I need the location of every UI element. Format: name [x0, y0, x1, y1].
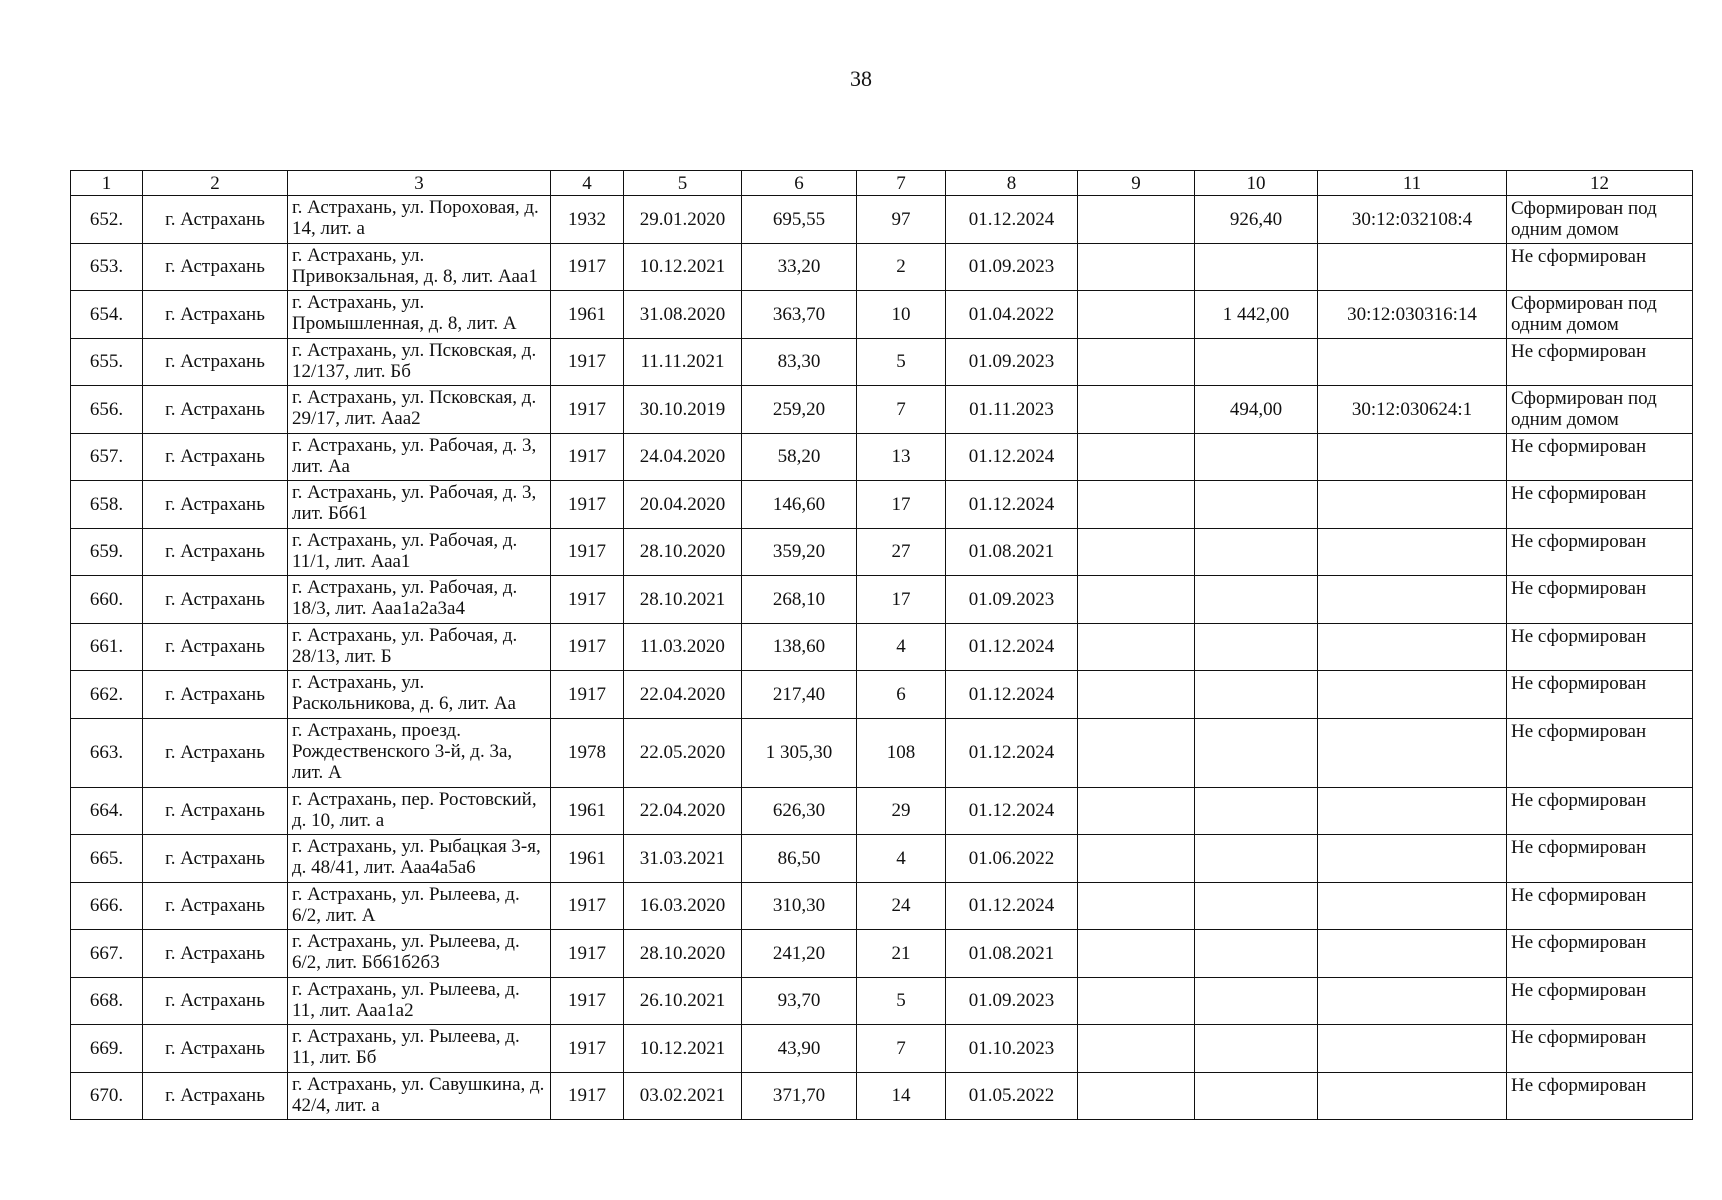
date-cell: 10.12.2021 — [624, 1025, 742, 1073]
city-cell: г. Астрахань — [143, 787, 288, 835]
column-9-cell — [1078, 576, 1195, 624]
land-status-cell: Не сформирован — [1507, 433, 1693, 481]
address-cell: г. Астрахань, ул. Псковская, д. 29/17, лит. Ааа2 — [288, 386, 551, 434]
residents-count-cell: 7 — [857, 386, 946, 434]
land-status-cell: Не сформирован — [1507, 576, 1693, 624]
column-9-cell — [1078, 338, 1195, 386]
planned-date-cell: 01.12.2024 — [946, 623, 1078, 671]
land-status-cell: Не сформирован — [1507, 882, 1693, 930]
cadastral-number-cell — [1318, 718, 1507, 787]
table-row — [71, 787, 1693, 835]
cadastral-number-cell — [1318, 882, 1507, 930]
row-number-cell: 656. — [71, 386, 143, 434]
column-9-cell — [1078, 196, 1195, 244]
address-cell: г. Астрахань, ул. Раскольникова, д. 6, лит. Аа — [288, 671, 551, 719]
header-row — [71, 171, 1693, 196]
table-row — [71, 386, 1693, 434]
area-cell: 217,40 — [742, 671, 857, 719]
city-cell: г. Астрахань — [143, 882, 288, 930]
land-area-cell — [1195, 433, 1318, 481]
column-9-cell — [1078, 291, 1195, 339]
table-row — [71, 338, 1693, 386]
area-cell: 146,60 — [742, 481, 857, 529]
planned-date-cell: 01.05.2022 — [946, 1072, 1078, 1120]
land-area-cell — [1195, 481, 1318, 529]
column-header: 2 — [143, 171, 288, 196]
address-cell: г. Астрахань, ул. Промышленная, д. 8, лит. А — [288, 291, 551, 339]
row-number-cell: 655. — [71, 338, 143, 386]
land-status-cell: Не сформирован — [1507, 1025, 1693, 1073]
cadastral-number-cell: 30:12:032108:4 — [1318, 196, 1507, 244]
address-cell: г. Астрахань, ул. Рабочая, д. 3, лит. Аа — [288, 433, 551, 481]
city-cell: г. Астрахань — [143, 291, 288, 339]
area-cell: 371,70 — [742, 1072, 857, 1120]
date-cell: 28.10.2021 — [624, 576, 742, 624]
date-cell: 24.04.2020 — [624, 433, 742, 481]
year-cell: 1961 — [551, 787, 624, 835]
city-cell: г. Астрахань — [143, 338, 288, 386]
date-cell: 11.11.2021 — [624, 338, 742, 386]
city-cell: г. Астрахань — [143, 528, 288, 576]
row-number-cell: 663. — [71, 718, 143, 787]
column-9-cell — [1078, 243, 1195, 291]
table-row — [71, 835, 1693, 883]
residents-count-cell: 4 — [857, 623, 946, 671]
cadastral-number-cell — [1318, 528, 1507, 576]
date-cell: 03.02.2021 — [624, 1072, 742, 1120]
planned-date-cell: 01.09.2023 — [946, 977, 1078, 1025]
cadastral-number-cell — [1318, 787, 1507, 835]
residents-count-cell: 24 — [857, 882, 946, 930]
land-area-cell — [1195, 835, 1318, 883]
land-status-cell: Не сформирован — [1507, 243, 1693, 291]
address-cell: г. Астрахань, ул. Рылеева, д. 11, лит. Бб — [288, 1025, 551, 1073]
table-row — [71, 882, 1693, 930]
planned-date-cell: 01.09.2023 — [946, 243, 1078, 291]
table-row — [71, 481, 1693, 529]
planned-date-cell: 01.06.2022 — [946, 835, 1078, 883]
cadastral-number-cell — [1318, 930, 1507, 978]
city-cell: г. Астрахань — [143, 576, 288, 624]
column-9-cell — [1078, 977, 1195, 1025]
table-row — [71, 1072, 1693, 1120]
land-status-cell: Не сформирован — [1507, 1072, 1693, 1120]
year-cell: 1917 — [551, 623, 624, 671]
land-area-cell: 494,00 — [1195, 386, 1318, 434]
row-number-cell: 658. — [71, 481, 143, 529]
area-cell: 83,30 — [742, 338, 857, 386]
column-header: 6 — [742, 171, 857, 196]
year-cell: 1917 — [551, 671, 624, 719]
column-9-cell — [1078, 671, 1195, 719]
year-cell: 1917 — [551, 1025, 624, 1073]
column-9-cell — [1078, 787, 1195, 835]
city-cell: г. Астрахань — [143, 977, 288, 1025]
planned-date-cell: 01.12.2024 — [946, 671, 1078, 719]
address-cell: г. Астрахань, ул. Рабочая, д. 18/3, лит. Ааа1а2а3а4 — [288, 576, 551, 624]
area-cell: 259,20 — [742, 386, 857, 434]
date-cell: 30.10.2019 — [624, 386, 742, 434]
table-row — [71, 930, 1693, 978]
cadastral-number-cell — [1318, 671, 1507, 719]
residents-count-cell: 14 — [857, 1072, 946, 1120]
address-cell: г. Астрахань, ул. Рыбацкая 3-я, д. 48/41, лит. Ааа4а5а6 — [288, 835, 551, 883]
table-row — [71, 243, 1693, 291]
year-cell: 1917 — [551, 930, 624, 978]
column-9-cell — [1078, 835, 1195, 883]
area-cell: 138,60 — [742, 623, 857, 671]
date-cell: 22.04.2020 — [624, 787, 742, 835]
date-cell: 29.01.2020 — [624, 196, 742, 244]
planned-date-cell: 01.10.2023 — [946, 1025, 1078, 1073]
land-area-cell — [1195, 338, 1318, 386]
city-cell: г. Астрахань — [143, 623, 288, 671]
area-cell: 1 305,30 — [742, 718, 857, 787]
date-cell: 28.10.2020 — [624, 930, 742, 978]
residents-count-cell: 17 — [857, 576, 946, 624]
area-cell: 626,30 — [742, 787, 857, 835]
row-number-cell: 666. — [71, 882, 143, 930]
land-status-cell: Не сформирован — [1507, 718, 1693, 787]
address-cell: г. Астрахань, ул. Рылеева, д. 6/2, лит. Бб61б2б3 — [288, 930, 551, 978]
land-area-cell — [1195, 671, 1318, 719]
area-cell: 33,20 — [742, 243, 857, 291]
land-area-cell — [1195, 243, 1318, 291]
city-cell: г. Астрахань — [143, 386, 288, 434]
land-area-cell — [1195, 930, 1318, 978]
column-header: 3 — [288, 171, 551, 196]
year-cell: 1917 — [551, 528, 624, 576]
address-cell: г. Астрахань, ул. Рабочая, д. 28/13, лит. Б — [288, 623, 551, 671]
column-header: 7 — [857, 171, 946, 196]
cadastral-number-cell — [1318, 835, 1507, 883]
year-cell: 1917 — [551, 433, 624, 481]
planned-date-cell: 01.11.2023 — [946, 386, 1078, 434]
planned-date-cell: 01.12.2024 — [946, 433, 1078, 481]
date-cell: 31.03.2021 — [624, 835, 742, 883]
row-number-cell: 670. — [71, 1072, 143, 1120]
column-9-cell — [1078, 718, 1195, 787]
column-header: 5 — [624, 171, 742, 196]
land-status-cell: Не сформирован — [1507, 671, 1693, 719]
column-header: 10 — [1195, 171, 1318, 196]
cadastral-number-cell — [1318, 338, 1507, 386]
residents-count-cell: 13 — [857, 433, 946, 481]
planned-date-cell: 01.12.2024 — [946, 787, 1078, 835]
column-9-cell — [1078, 882, 1195, 930]
land-area-cell: 926,40 — [1195, 196, 1318, 244]
land-status-cell: Не сформирован — [1507, 623, 1693, 671]
cadastral-number-cell — [1318, 1025, 1507, 1073]
cadastral-number-cell — [1318, 977, 1507, 1025]
table-row — [71, 433, 1693, 481]
residents-count-cell: 5 — [857, 338, 946, 386]
city-cell: г. Астрахань — [143, 1025, 288, 1073]
land-status-cell: Сформирован под одним домом — [1507, 196, 1693, 244]
area-cell: 363,70 — [742, 291, 857, 339]
cadastral-number-cell — [1318, 243, 1507, 291]
city-cell: г. Астрахань — [143, 671, 288, 719]
row-number-cell: 661. — [71, 623, 143, 671]
column-9-cell — [1078, 930, 1195, 978]
address-cell: г. Астрахань, ул. Рабочая, д. 3, лит. Бб61 — [288, 481, 551, 529]
planned-date-cell: 01.08.2021 — [946, 528, 1078, 576]
column-9-cell — [1078, 481, 1195, 529]
date-cell: 31.08.2020 — [624, 291, 742, 339]
planned-date-cell: 01.12.2024 — [946, 481, 1078, 529]
cadastral-number-cell — [1318, 1072, 1507, 1120]
address-cell: г. Астрахань, пер. Ростовский, д. 10, лит. а — [288, 787, 551, 835]
area-cell: 695,55 — [742, 196, 857, 244]
column-9-cell — [1078, 386, 1195, 434]
year-cell: 1917 — [551, 882, 624, 930]
table-row — [71, 718, 1693, 787]
cadastral-number-cell: 30:12:030624:1 — [1318, 386, 1507, 434]
land-area-cell — [1195, 1025, 1318, 1073]
row-number-cell: 653. — [71, 243, 143, 291]
planned-date-cell: 01.12.2024 — [946, 196, 1078, 244]
date-cell: 22.04.2020 — [624, 671, 742, 719]
city-cell: г. Астрахань — [143, 243, 288, 291]
area-cell: 359,20 — [742, 528, 857, 576]
residents-count-cell: 4 — [857, 835, 946, 883]
row-number-cell: 669. — [71, 1025, 143, 1073]
area-cell: 43,90 — [742, 1025, 857, 1073]
residents-count-cell: 2 — [857, 243, 946, 291]
year-cell: 1917 — [551, 338, 624, 386]
date-cell: 10.12.2021 — [624, 243, 742, 291]
row-number-cell: 660. — [71, 576, 143, 624]
address-cell: г. Астрахань, ул. Пороховая, д. 14, лит. а — [288, 196, 551, 244]
column-9-cell — [1078, 1025, 1195, 1073]
table-row — [71, 576, 1693, 624]
area-cell: 86,50 — [742, 835, 857, 883]
planned-date-cell: 01.08.2021 — [946, 930, 1078, 978]
column-9-cell — [1078, 433, 1195, 481]
year-cell: 1917 — [551, 386, 624, 434]
residents-count-cell: 10 — [857, 291, 946, 339]
year-cell: 1932 — [551, 196, 624, 244]
date-cell: 11.03.2020 — [624, 623, 742, 671]
city-cell: г. Астрахань — [143, 930, 288, 978]
land-area-cell — [1195, 977, 1318, 1025]
year-cell: 1917 — [551, 243, 624, 291]
year-cell: 1961 — [551, 835, 624, 883]
address-cell: г. Астрахань, ул. Савушкина, д. 42/4, лит. а — [288, 1072, 551, 1120]
area-cell: 268,10 — [742, 576, 857, 624]
column-header: 8 — [946, 171, 1078, 196]
table-row — [71, 1025, 1693, 1073]
date-cell: 28.10.2020 — [624, 528, 742, 576]
table-row — [71, 671, 1693, 719]
planned-date-cell: 01.04.2022 — [946, 291, 1078, 339]
address-cell: г. Астрахань, ул. Привокзальная, д. 8, лит. Ааа1 — [288, 243, 551, 291]
land-status-cell: Сформирован под одним домом — [1507, 291, 1693, 339]
land-status-cell: Сформирован под одним домом — [1507, 386, 1693, 434]
residents-count-cell: 6 — [857, 671, 946, 719]
land-area-cell: 1 442,00 — [1195, 291, 1318, 339]
row-number-cell: 657. — [71, 433, 143, 481]
residents-count-cell: 27 — [857, 528, 946, 576]
planned-date-cell: 01.12.2024 — [946, 718, 1078, 787]
row-number-cell: 668. — [71, 977, 143, 1025]
cadastral-number-cell: 30:12:030316:14 — [1318, 291, 1507, 339]
land-area-cell — [1195, 882, 1318, 930]
city-cell: г. Астрахань — [143, 1072, 288, 1120]
cadastral-number-cell — [1318, 576, 1507, 624]
planned-date-cell: 01.09.2023 — [946, 338, 1078, 386]
city-cell: г. Астрахань — [143, 835, 288, 883]
address-cell: г. Астрахань, проезд. Рождественского 3-й, д. 3а, лит. А — [288, 718, 551, 787]
land-status-cell: Не сформирован — [1507, 930, 1693, 978]
land-status-cell: Не сформирован — [1507, 977, 1693, 1025]
land-area-cell — [1195, 576, 1318, 624]
row-number-cell: 659. — [71, 528, 143, 576]
land-area-cell — [1195, 718, 1318, 787]
column-9-cell — [1078, 1072, 1195, 1120]
table-row — [71, 528, 1693, 576]
city-cell: г. Астрахань — [143, 433, 288, 481]
cadastral-number-cell — [1318, 481, 1507, 529]
land-status-cell: Не сформирован — [1507, 338, 1693, 386]
table-row — [71, 196, 1693, 244]
residents-count-cell: 5 — [857, 977, 946, 1025]
land-status-cell: Не сформирован — [1507, 481, 1693, 529]
row-number-cell: 667. — [71, 930, 143, 978]
area-cell: 93,70 — [742, 977, 857, 1025]
column-9-cell — [1078, 528, 1195, 576]
date-cell: 16.03.2020 — [624, 882, 742, 930]
year-cell: 1917 — [551, 1072, 624, 1120]
area-cell: 310,30 — [742, 882, 857, 930]
area-cell: 58,20 — [742, 433, 857, 481]
row-number-cell: 664. — [71, 787, 143, 835]
year-cell: 1917 — [551, 576, 624, 624]
residents-count-cell: 29 — [857, 787, 946, 835]
year-cell: 1917 — [551, 977, 624, 1025]
address-cell: г. Астрахань, ул. Рабочая, д. 11/1, лит. Ааа1 — [288, 528, 551, 576]
table-row — [71, 623, 1693, 671]
page-number: 38 — [850, 66, 872, 91]
address-cell: г. Астрахань, ул. Рылеева, д. 11, лит. Ааа1а2 — [288, 977, 551, 1025]
year-cell: 1978 — [551, 718, 624, 787]
land-status-cell: Не сформирован — [1507, 528, 1693, 576]
residents-count-cell: 21 — [857, 930, 946, 978]
row-number-cell: 652. — [71, 196, 143, 244]
date-cell: 26.10.2021 — [624, 977, 742, 1025]
land-area-cell — [1195, 787, 1318, 835]
table-row — [71, 291, 1693, 339]
residents-count-cell: 7 — [857, 1025, 946, 1073]
column-header: 9 — [1078, 171, 1195, 196]
year-cell: 1917 — [551, 481, 624, 529]
table-body — [71, 196, 1693, 1120]
land-status-cell: Не сформирован — [1507, 835, 1693, 883]
column-header: 1 — [71, 171, 143, 196]
planned-date-cell: 01.12.2024 — [946, 882, 1078, 930]
row-number-cell: 662. — [71, 671, 143, 719]
date-cell: 22.05.2020 — [624, 718, 742, 787]
cadastral-number-cell — [1318, 433, 1507, 481]
land-area-cell — [1195, 623, 1318, 671]
city-cell: г. Астрахань — [143, 196, 288, 244]
row-number-cell: 665. — [71, 835, 143, 883]
planned-date-cell: 01.09.2023 — [946, 576, 1078, 624]
land-status-cell: Не сформирован — [1507, 787, 1693, 835]
housing-registry-table — [70, 170, 1693, 1120]
residents-count-cell: 108 — [857, 718, 946, 787]
column-9-cell — [1078, 623, 1195, 671]
column-header: 12 — [1507, 171, 1693, 196]
city-cell: г. Астрахань — [143, 481, 288, 529]
land-area-cell — [1195, 528, 1318, 576]
residents-count-cell: 97 — [857, 196, 946, 244]
column-header: 11 — [1318, 171, 1507, 196]
row-number-cell: 654. — [71, 291, 143, 339]
land-area-cell — [1195, 1072, 1318, 1120]
residents-count-cell: 17 — [857, 481, 946, 529]
date-cell: 20.04.2020 — [624, 481, 742, 529]
city-cell: г. Астрахань — [143, 718, 288, 787]
table-row — [71, 977, 1693, 1025]
area-cell: 241,20 — [742, 930, 857, 978]
column-header: 4 — [551, 171, 624, 196]
cadastral-number-cell — [1318, 623, 1507, 671]
address-cell: г. Астрахань, ул. Рылеева, д. 6/2, лит. А — [288, 882, 551, 930]
address-cell: г. Астрахань, ул. Псковская, д. 12/137, лит. Бб — [288, 338, 551, 386]
year-cell: 1961 — [551, 291, 624, 339]
